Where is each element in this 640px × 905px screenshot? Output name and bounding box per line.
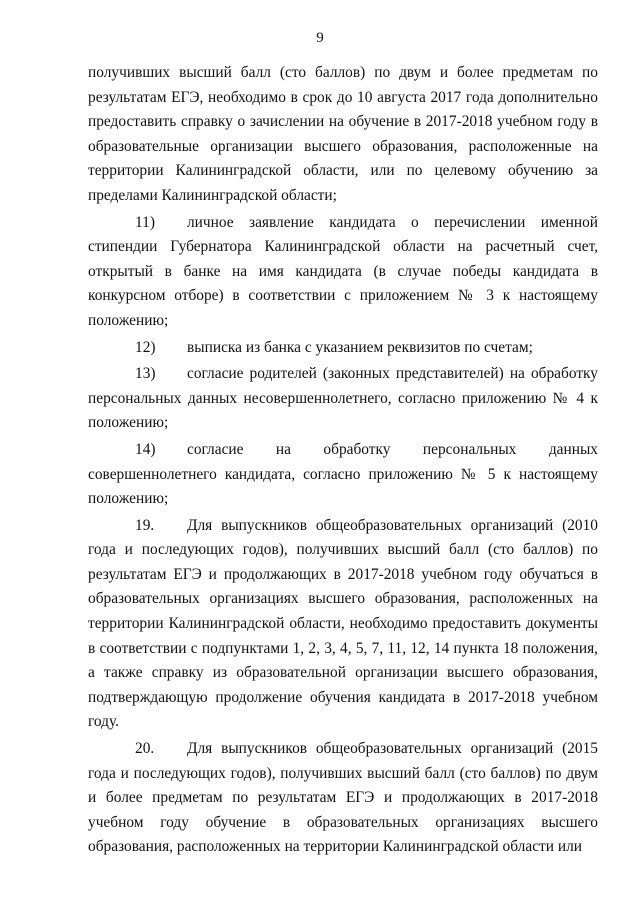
list-item-number: 11) (135, 213, 155, 231)
list-item-text: согласие на обработку персональных данных совершеннолетнего кандидата, согласно приложению № 5 к настоящему положению; (88, 440, 598, 508)
section-number: 20. (135, 740, 155, 758)
list-item (88, 362, 598, 436)
list-item-number: 12) (135, 338, 156, 356)
section-text: Для выпускников общеобразовательных организаций (2010 года и последующих годов), получивших высший балл (сто баллов) по результатам ЕГЭ и продолжающих в 2017-2018 учебном году обучаться в образовательных организациях высшего образования, расположенных на территории Калининградской области, необходимо предоставить документы в соответствии с подпунктами 1, 2, 3, 4, 5, 7, 11, 12, 14 пункта 18 положения, а также справку из образовательной организации высшего образования, подтверждающую продолжение обучения кандидата в 2017-2018 учебном году. (88, 516, 598, 731)
list-item (88, 211, 598, 334)
list-item (88, 438, 598, 512)
list-item-number: 13) (135, 365, 156, 383)
list-item-text: выписка из банка с указанием реквизитов по счетам; (187, 338, 533, 356)
section-text: Для выпускников общеобразовательных организаций (2015 года и последующих годов), получивших высший балл (сто баллов) по двум и более предметам по результатам ЕГЭ и продолжающих в 2017-2018 учебном году обучение в образовательных организациях высшего образования, расположенных на территории Калининградской области или (88, 740, 598, 856)
page-number: 9 (316, 30, 324, 46)
section-paragraph (88, 737, 598, 860)
list-item-text: личное заявление кандидата о перечислении именной стипендии Губернатора Калининградской области на расчетный счет, открытый в банке на имя кандидата (в случае победы кандидата в конкурсном отборе) в соответствии с приложением № 3 к настоящему положению; (88, 213, 598, 329)
paragraph-text: получивших высший балл (сто баллов) по двум и более предметам по результатам ЕГЭ, необходимо в срок до 10 августа 2017 года дополнительно предоставить справку о зачислении на обучение в 2017-2018 учебном году в образовательные организации высшего образования, расположенные на территории Калининградской области, или по целевому обучению за пределами Калининградской области; (88, 64, 598, 204)
list-item (88, 336, 598, 361)
paragraph-continuation (88, 61, 598, 209)
list-item-number: 14) (135, 440, 156, 458)
section-paragraph (88, 514, 598, 735)
document-body (88, 61, 598, 860)
section-number: 19. (135, 516, 155, 534)
list-item-text: согласие родителей (законных представителей) на обработку персональных данных несовершеннолетнего, согласно приложению № 4 к положению; (88, 365, 598, 432)
